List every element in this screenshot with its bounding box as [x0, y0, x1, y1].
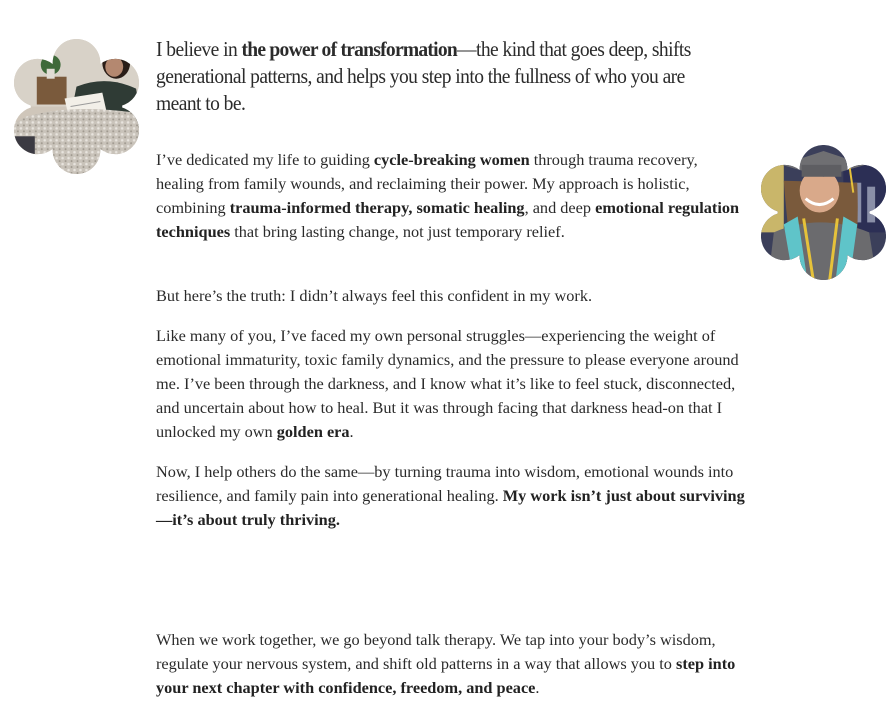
- intro-prefix: I believe in: [156, 37, 242, 61]
- text-run: through trauma recovery, healing from family wounds, and reclaiming their power. My approach is holistic, combining: [156, 150, 698, 217]
- paragraph-dedication: [156, 148, 746, 244]
- bold-run: trauma-informed therapy, somatic healing: [229, 198, 525, 217]
- paragraph-together: [156, 628, 746, 700]
- intro-statement: [156, 36, 705, 117]
- graduate-photo: [754, 143, 893, 282]
- paragraph-truth: [156, 284, 746, 308]
- intro-suffix: —the kind that goes deep, shifts generational patterns, and helps you step into the fullness of who you are meant to be.: [156, 37, 691, 115]
- text-run: that bring lasting change, not just temporary relief.: [230, 222, 565, 241]
- text-run: When we work together, we go beyond talk therapy. We tap into your body’s wisdom, regulate your nervous system, and shift old patterns in a way that allows you to: [156, 630, 716, 673]
- text-run: .: [349, 422, 354, 441]
- bold-run: emotional regulation techniques: [156, 198, 740, 241]
- woman-writing-photo: [7, 37, 146, 176]
- text-run: But here’s the truth: I didn’t always feel this confident in my work.: [156, 286, 593, 305]
- text-run: Now, I help others do the same—by turning trauma into wisdom, emotional wounds into resilience, and family pain into generational healing.: [156, 462, 734, 505]
- text-run: I’ve dedicated my life to guiding: [156, 150, 374, 169]
- paragraph-struggles: [156, 324, 746, 444]
- text-run: Like many of you, I’ve faced my own personal struggles—experiencing the weight of emotional immaturity, toxic family dynamics, and the pressure to please everyone around me. I’ve been through the darkness, and I know what it’s like to feel stuck, disconnected, and uncertain about how to heal. But it was through facing that darkness head-on that I unlocked my own: [156, 326, 739, 441]
- bold-run: step into your next chapter with confidence, freedom, and peace: [156, 654, 736, 697]
- paragraph-now: [156, 460, 746, 532]
- text-run: , and deep: [524, 198, 596, 217]
- bold-run: cycle-breaking women: [373, 150, 530, 169]
- text-run: .: [535, 678, 540, 697]
- intro-emphasis: the power of transformation: [241, 37, 458, 61]
- bold-run: golden era: [276, 422, 350, 441]
- bold-run: My work isn’t just about surviving—it’s about truly thriving.: [156, 486, 745, 529]
